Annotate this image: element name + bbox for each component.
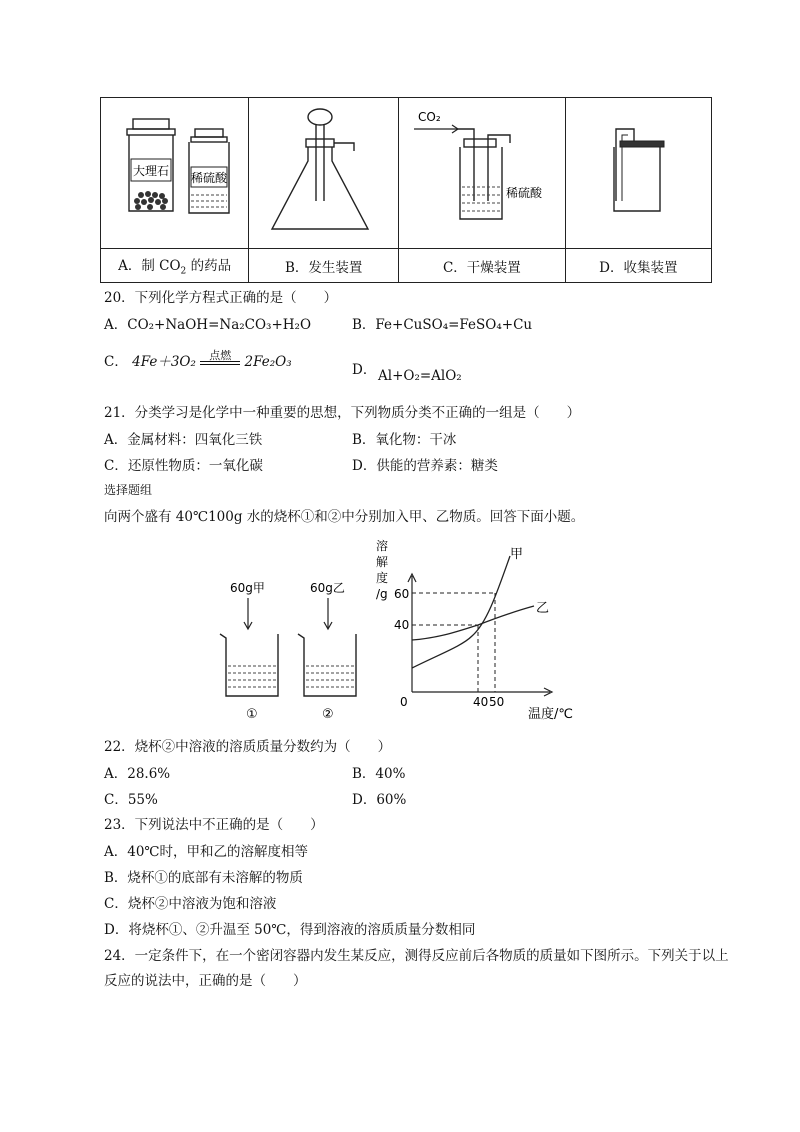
cell-collector xyxy=(565,98,711,249)
q20-option-d-label[interactable]: D． xyxy=(352,362,377,378)
q20-option-c[interactable] xyxy=(104,350,292,370)
caption-a-sub: 2 xyxy=(180,266,187,277)
q20-option-c-label: C． xyxy=(104,354,128,370)
curve-yi-label: 乙 xyxy=(536,601,550,616)
q21-stem: 21．分类学习是化学中一种重要的思想，下列物质分类不正确的一组是（ ） xyxy=(104,405,581,421)
label-co2: CO₂ xyxy=(417,110,441,124)
caption-d-text: D．收集装置 xyxy=(599,259,678,276)
y-label-2: 解 xyxy=(376,555,389,569)
caption-b-text: B．发生装置 xyxy=(284,259,363,276)
q20-c-eq-right: 2Fe₂O₃ xyxy=(244,354,292,370)
q20-c-condition: 点燃 xyxy=(209,348,232,362)
curve-jia-label: 甲 xyxy=(510,547,524,562)
q24-stem-line1: 24．一定条件下，在一个密闭容器内发生某反应，测得反应前后各物质的质量如下图所示。下列关于以上 xyxy=(104,948,729,964)
x-axis-label: 温度/℃ xyxy=(528,707,573,722)
q23-option-c[interactable]: C．烧杯②中溶液为饱和溶液 xyxy=(104,896,277,912)
x-tick-40: 40 xyxy=(473,695,489,709)
q20-stem: 20．下列化学方程式正确的是（ ） xyxy=(104,290,338,306)
q23-option-b[interactable]: B．烧杯①的底部有未溶解的物质 xyxy=(104,870,303,886)
q22-option-c[interactable]: C．55% xyxy=(104,792,158,808)
cell-generator xyxy=(249,98,399,249)
caption-a-text: A．制 CO xyxy=(118,258,181,275)
label-dryer-acid: 稀硫酸 xyxy=(505,186,542,200)
solubility-figure xyxy=(200,536,590,726)
q23-option-d[interactable]: D．将烧杯①、②升温至 50℃，得到溶液的溶质质量分数相同 xyxy=(104,922,476,938)
beaker1-number: ① xyxy=(246,707,258,722)
q20-option-b[interactable]: B．Fe+CuSO₄=FeSO₄+Cu xyxy=(352,317,533,333)
q20-option-a[interactable]: A．CO₂+NaOH=Na₂CO₃+H₂O xyxy=(104,317,312,333)
caption-a-suffix: 的药品 xyxy=(186,258,232,275)
caption-a xyxy=(101,249,249,283)
q20-option-d-eq: Al+O₂=AlO₂ xyxy=(378,368,462,384)
cell-reagents xyxy=(101,98,249,249)
q20-c-condition-arrow xyxy=(200,348,240,365)
beaker1-label: 60g甲 xyxy=(230,581,265,595)
caption-c-text: C．干燥装置 xyxy=(442,259,521,276)
y-tick-40: 40 xyxy=(394,618,410,632)
q21-option-d[interactable]: D．供能的营养素：糖类 xyxy=(352,458,498,474)
group-title: 选择题组 xyxy=(104,483,153,497)
q24-stem-line2: 反应的说法中，正确的是（ ） xyxy=(104,973,307,989)
collection-apparatus-image xyxy=(568,101,708,241)
q22-stem: 22．烧杯②中溶液的溶质质量分数约为（ ） xyxy=(104,739,392,755)
q20-c-eq-left: 4Fe＋3O₂ xyxy=(132,354,196,370)
x-tick-50: 50 xyxy=(489,695,505,709)
caption-d xyxy=(565,249,711,283)
q22-option-d[interactable]: D．60% xyxy=(352,792,407,808)
label-dilute-sulfuric: 稀硫酸 xyxy=(190,171,227,185)
y-label-4: /g xyxy=(376,587,388,601)
caption-c xyxy=(399,249,565,283)
q23-stem: 23．下列说法中不正确的是（ ） xyxy=(104,817,324,833)
y-tick-60: 60 xyxy=(394,587,410,601)
generation-apparatus-image xyxy=(254,101,394,241)
caption-b xyxy=(249,249,399,283)
q22-option-a[interactable]: A．28.6% xyxy=(104,766,171,782)
cell-dryer xyxy=(399,98,565,249)
beaker2-label: 60g乙 xyxy=(310,581,345,595)
label-marble: 大理石 xyxy=(132,164,169,178)
q21-option-a[interactable]: A．金属材料：四氧化三铁 xyxy=(104,432,263,448)
y-label-1: 溶 xyxy=(376,539,389,553)
q22-option-b[interactable]: B．40% xyxy=(352,766,406,782)
q21-option-b[interactable]: B．氧化物：干冰 xyxy=(352,432,457,448)
origin-label: 0 xyxy=(400,695,408,709)
group-intro: 向两个盛有 40℃100g 水的烧杯①和②中分别加入甲、乙物质。回答下面小题。 xyxy=(104,509,585,525)
q23-option-a[interactable]: A．40℃时，甲和乙的溶解度相等 xyxy=(104,844,309,860)
y-label-3: 度 xyxy=(376,571,389,585)
q21-option-c[interactable]: C．还原性物质：一氧化碳 xyxy=(104,458,263,474)
beaker2-number: ② xyxy=(322,707,334,722)
apparatus-table xyxy=(100,97,712,283)
drying-apparatus-image xyxy=(402,101,562,241)
reagent-bottles-image xyxy=(105,101,245,241)
